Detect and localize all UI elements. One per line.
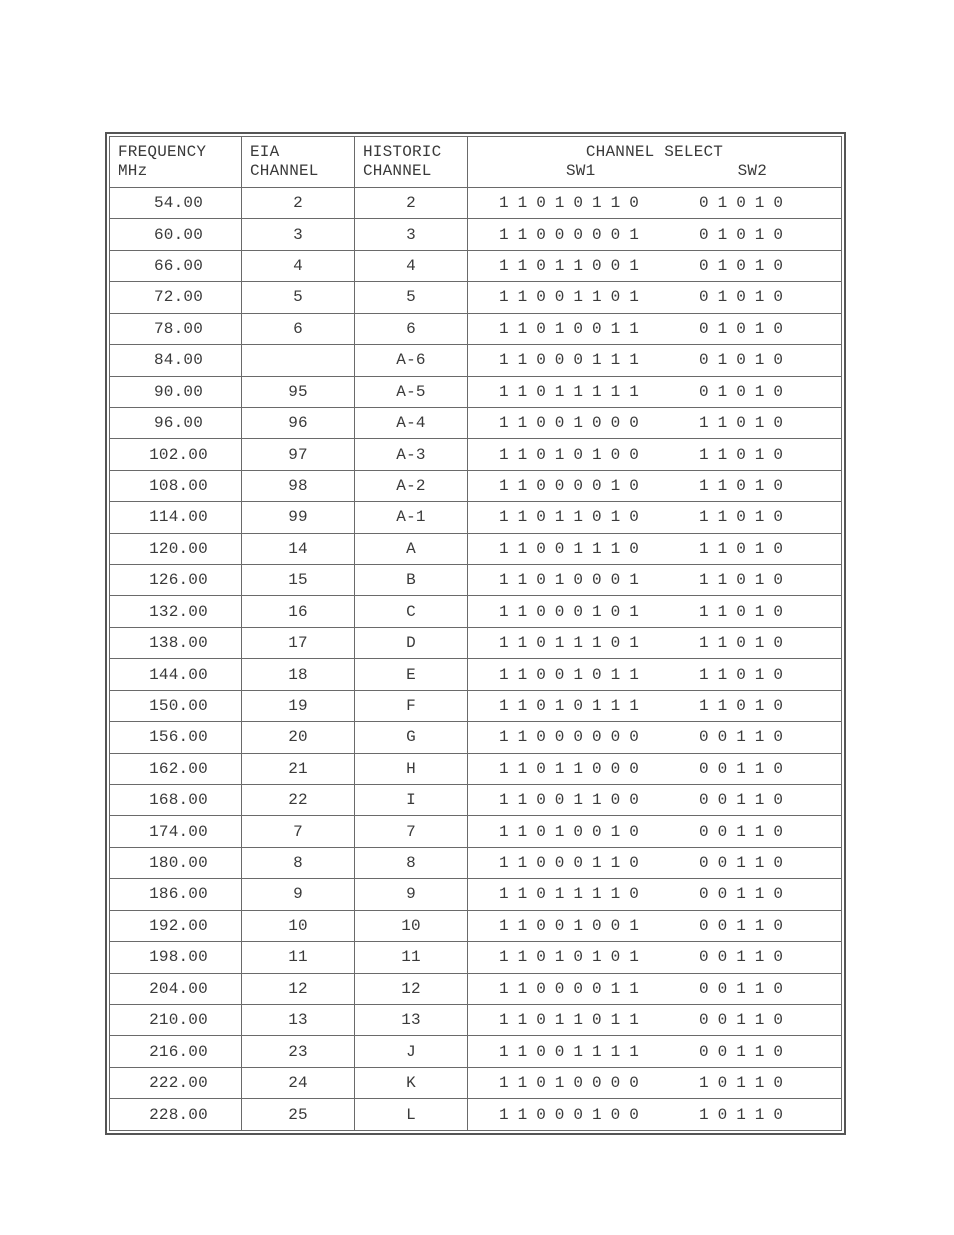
eia-channel-cell: 24	[242, 1067, 355, 1098]
table-row	[110, 1036, 842, 1067]
frequency-cell: 222.00	[110, 1067, 242, 1098]
sw1-code: 1 1 0 1 1 1 1 0	[499, 885, 640, 904]
eia-channel-cell: 6	[242, 313, 355, 344]
sw1-code: 1 1 0 0 0 0 0 0	[499, 728, 640, 747]
table-row	[110, 407, 842, 438]
frequency-cell: 126.00	[110, 565, 242, 596]
frequency-cell: 108.00	[110, 470, 242, 501]
eia-channel-cell: 7	[242, 816, 355, 847]
table-row	[110, 188, 842, 219]
channel-select-cell	[468, 1036, 842, 1067]
sw2-header: SW2	[737, 162, 767, 180]
table-row	[110, 533, 842, 564]
channel-select-table	[109, 136, 842, 1131]
eia-channel-cell: 20	[242, 722, 355, 753]
channel-select-cell	[468, 816, 842, 847]
table-row	[110, 973, 842, 1004]
eia-channel-cell: 96	[242, 407, 355, 438]
channel-select-cell	[468, 847, 842, 878]
frequency-cell: 186.00	[110, 879, 242, 910]
frequency-cell: 54.00	[110, 188, 242, 219]
sw2-code: 1 1 0 1 0	[699, 477, 784, 495]
sw2-code: 0 0 1 1 0	[699, 948, 784, 967]
sw1-code: 1 1 0 1 0 1 1 1	[499, 696, 640, 715]
eia-channel-cell: 98	[242, 470, 355, 501]
sw2-code: 0 0 1 1 0	[699, 728, 784, 747]
eia-channel-cell: 18	[242, 659, 355, 690]
eia-header-line1: EIA	[250, 143, 280, 161]
eia-channel-cell: 95	[242, 376, 355, 407]
eia-channel-cell: 8	[242, 847, 355, 878]
historic-channel-cell: A-3	[355, 439, 468, 470]
historic-channel-cell: A-1	[355, 502, 468, 533]
eia-channel-cell: 11	[242, 942, 355, 973]
frequency-cell: 216.00	[110, 1036, 242, 1067]
table-row	[110, 627, 842, 658]
sw1-code: 1 1 0 0 1 0 0 1	[499, 916, 640, 935]
frequency-header-line1: FREQUENCY	[118, 143, 207, 161]
frequency-cell: 144.00	[110, 659, 242, 690]
channel-select-cell	[468, 345, 842, 376]
sw1-code: 1 1 0 0 0 1 0 1	[499, 602, 640, 621]
historic-channel-cell: A-4	[355, 407, 468, 438]
table-row	[110, 879, 842, 910]
sw1-code: 1 1 0 0 1 1 0 0	[499, 791, 640, 810]
frequency-cell: 204.00	[110, 973, 242, 1004]
sw1-code: 1 1 0 0 0 1 0 0	[499, 1105, 640, 1124]
historic-channel-cell: 9	[355, 879, 468, 910]
channel-select-cell	[468, 502, 842, 533]
sw2-code: 0 0 1 1 0	[699, 759, 784, 778]
channel-select-cell	[468, 596, 842, 627]
channel-select-cell	[468, 942, 842, 973]
channel-select-cell	[468, 533, 842, 564]
table-row	[110, 470, 842, 501]
frequency-cell: 174.00	[110, 816, 242, 847]
table-row	[110, 722, 842, 753]
historic-channel-cell: 7	[355, 816, 468, 847]
eia-channel-cell: 4	[242, 250, 355, 281]
frequency-cell: 78.00	[110, 313, 242, 344]
frequency-cell: 132.00	[110, 596, 242, 627]
sw1-code: 1 1 0 0 1 0 0 0	[499, 414, 640, 433]
frequency-cell: 228.00	[110, 1099, 242, 1131]
historic-channel-cell: F	[355, 690, 468, 721]
channel-select-cell	[468, 250, 842, 281]
eia-channel-cell: 9	[242, 879, 355, 910]
frequency-cell: 60.00	[110, 219, 242, 250]
sw2-code: 1 1 0 1 0	[699, 539, 784, 558]
channel-select-cell	[468, 973, 842, 1004]
eia-channel-header	[242, 137, 355, 188]
table-row	[110, 753, 842, 784]
sw2-code: 1 0 1 1 0	[699, 1105, 784, 1124]
sw1-code: 1 1 0 1 0 0 1 0	[499, 822, 640, 841]
sw2-code: 0 0 1 1 0	[699, 822, 784, 841]
channel-select-cell	[468, 565, 842, 596]
sw2-code: 0 0 1 1 0	[699, 1042, 784, 1061]
sw1-code: 1 1 0 1 0 1 0 0	[499, 445, 640, 464]
sw2-code: 0 0 1 1 0	[699, 1011, 784, 1030]
channel-table-frame	[105, 132, 846, 1135]
channel-select-cell	[468, 627, 842, 658]
sw2-code: 1 1 0 1 0	[699, 571, 784, 590]
frequency-cell: 72.00	[110, 282, 242, 313]
eia-channel-cell: 5	[242, 282, 355, 313]
eia-channel-cell: 22	[242, 785, 355, 816]
channel-select-cell	[468, 910, 842, 941]
sw2-code: 0 1 0 1 0	[699, 225, 784, 244]
eia-channel-cell: 13	[242, 1004, 355, 1035]
sw2-code: 0 0 1 1 0	[699, 916, 784, 935]
table-row	[110, 250, 842, 281]
sw1-code: 1 1 0 1 0 1 1 0	[499, 194, 640, 213]
sw2-code: 1 0 1 1 0	[699, 1074, 784, 1093]
eia-channel-cell: 2	[242, 188, 355, 219]
sw2-code: 0 0 1 1 0	[699, 979, 784, 998]
sw2-code: 0 0 1 1 0	[699, 885, 784, 904]
sw2-code: 0 1 0 1 0	[699, 194, 784, 213]
channel-select-cell	[468, 313, 842, 344]
historic-channel-cell: 5	[355, 282, 468, 313]
channel-select-cell	[468, 282, 842, 313]
historic-channel-cell: 6	[355, 313, 468, 344]
eia-channel-cell: 16	[242, 596, 355, 627]
sw1-code: 1 1 0 1 0 0 0 1	[499, 571, 640, 590]
table-row	[110, 565, 842, 596]
table-row	[110, 219, 842, 250]
table-row	[110, 1004, 842, 1035]
sw2-code: 1 1 0 1 0	[699, 665, 784, 684]
table-header	[110, 137, 842, 188]
eia-channel-cell: 99	[242, 502, 355, 533]
channel-select-header	[468, 137, 842, 188]
channel-select-cell	[468, 753, 842, 784]
historic-channel-cell: D	[355, 627, 468, 658]
historic-channel-cell: 4	[355, 250, 468, 281]
historic-header-line2: CHANNEL	[363, 162, 432, 180]
channel-select-cell	[468, 785, 842, 816]
channel-select-cell	[468, 1099, 842, 1131]
frequency-cell: 156.00	[110, 722, 242, 753]
eia-channel-cell: 19	[242, 690, 355, 721]
sw2-code: 1 1 0 1 0	[699, 602, 784, 621]
channel-select-cell	[468, 690, 842, 721]
sw1-code: 1 1 0 0 0 1 1 1	[499, 351, 640, 370]
table-row	[110, 847, 842, 878]
sw1-code: 1 1 0 0 0 1 1 0	[499, 854, 640, 873]
eia-channel-cell: 14	[242, 533, 355, 564]
frequency-header	[110, 137, 242, 188]
frequency-cell: 102.00	[110, 439, 242, 470]
historic-channel-cell: I	[355, 785, 468, 816]
channel-select-cell	[468, 470, 842, 501]
table-row	[110, 345, 842, 376]
frequency-cell: 150.00	[110, 690, 242, 721]
table-row	[110, 596, 842, 627]
sw1-code: 1 1 0 0 1 1 0 1	[499, 288, 640, 307]
sw1-code: 1 1 0 1 0 0 1 1	[499, 319, 640, 338]
eia-channel-cell	[242, 345, 355, 376]
frequency-cell: 96.00	[110, 407, 242, 438]
historic-channel-cell: H	[355, 753, 468, 784]
sw1-code: 1 1 0 0 1 1 1 0	[499, 539, 640, 558]
eia-channel-cell: 17	[242, 627, 355, 658]
channel-select-title: CHANNEL SELECT	[585, 143, 724, 161]
eia-header-line2: CHANNEL	[250, 162, 319, 180]
frequency-cell: 66.00	[110, 250, 242, 281]
eia-channel-cell: 10	[242, 910, 355, 941]
historic-channel-cell: 2	[355, 188, 468, 219]
historic-channel-cell: L	[355, 1099, 468, 1131]
table-row	[110, 502, 842, 533]
channel-select-cell	[468, 1067, 842, 1098]
channel-select-cell	[468, 188, 842, 219]
sw1-code: 1 1 0 1 1 0 1 1	[499, 1011, 640, 1030]
channel-select-cell	[468, 219, 842, 250]
historic-channel-header	[355, 137, 468, 188]
channel-select-cell	[468, 439, 842, 470]
frequency-cell: 198.00	[110, 942, 242, 973]
eia-channel-cell: 3	[242, 219, 355, 250]
sw1-code: 1 1 0 0 1 1 1 1	[499, 1042, 640, 1061]
table-row	[110, 439, 842, 470]
sw1-header: SW1	[566, 162, 596, 180]
frequency-cell: 114.00	[110, 502, 242, 533]
eia-channel-cell: 12	[242, 973, 355, 1004]
channel-select-cell	[468, 659, 842, 690]
frequency-cell: 84.00	[110, 345, 242, 376]
table-row	[110, 690, 842, 721]
table-row	[110, 659, 842, 690]
sw2-code: 0 1 0 1 0	[699, 319, 784, 338]
frequency-cell: 210.00	[110, 1004, 242, 1035]
historic-channel-cell: C	[355, 596, 468, 627]
switch-subheaders	[468, 162, 841, 181]
sw1-code: 1 1 0 0 0 0 1 0	[499, 477, 640, 495]
frequency-cell: 192.00	[110, 910, 242, 941]
frequency-header-line2: MHz	[118, 162, 148, 180]
historic-channel-cell: A-2	[355, 470, 468, 501]
header-row	[110, 137, 842, 188]
historic-channel-cell: 10	[355, 910, 468, 941]
table-row	[110, 942, 842, 973]
table-row	[110, 816, 842, 847]
frequency-cell: 138.00	[110, 627, 242, 658]
historic-channel-cell: A-6	[355, 345, 468, 376]
eia-channel-cell: 25	[242, 1099, 355, 1131]
frequency-cell: 120.00	[110, 533, 242, 564]
sw1-code: 1 1 0 1 0 1 0 1	[499, 948, 640, 967]
historic-channel-cell: A	[355, 533, 468, 564]
sw2-code: 1 1 0 1 0	[699, 508, 784, 527]
historic-channel-cell: A-5	[355, 376, 468, 407]
sw1-code: 1 1 0 1 1 1 0 1	[499, 634, 640, 653]
sw1-code: 1 1 0 1 0 0 0 0	[499, 1074, 640, 1093]
sw2-code: 0 1 0 1 0	[699, 288, 784, 307]
historic-channel-cell: 11	[355, 942, 468, 973]
sw2-code: 0 1 0 1 0	[699, 382, 784, 401]
frequency-cell: 168.00	[110, 785, 242, 816]
table-row	[110, 1099, 842, 1131]
sw2-code: 1 1 0 1 0	[699, 445, 784, 464]
table-row	[110, 785, 842, 816]
frequency-cell: 162.00	[110, 753, 242, 784]
sw2-code: 1 1 0 1 0	[699, 414, 784, 433]
sw2-code: 0 0 1 1 0	[699, 791, 784, 810]
sw2-code: 1 1 0 1 0	[699, 634, 784, 653]
eia-channel-cell: 15	[242, 565, 355, 596]
table-row	[110, 313, 842, 344]
sw2-code: 0 0 1 1 0	[699, 854, 784, 873]
historic-channel-cell: 3	[355, 219, 468, 250]
table-row	[110, 376, 842, 407]
table-row	[110, 282, 842, 313]
table-row	[110, 1067, 842, 1098]
sw1-code: 1 1 0 0 0 0 0 1	[499, 225, 640, 244]
frequency-cell: 180.00	[110, 847, 242, 878]
historic-channel-cell: E	[355, 659, 468, 690]
sw1-code: 1 1 0 0 1 0 1 1	[499, 665, 640, 684]
sw1-code: 1 1 0 1 1 0 1 0	[499, 508, 640, 527]
channel-select-cell	[468, 879, 842, 910]
historic-channel-cell: 12	[355, 973, 468, 1004]
table-body	[110, 188, 842, 1131]
historic-channel-cell: B	[355, 565, 468, 596]
sw2-code: 0 1 0 1 0	[699, 351, 784, 370]
sw1-code: 1 1 0 1 1 0 0 0	[499, 759, 640, 778]
eia-channel-cell: 21	[242, 753, 355, 784]
frequency-cell: 90.00	[110, 376, 242, 407]
historic-channel-cell: G	[355, 722, 468, 753]
sw2-code: 0 1 0 1 0	[699, 257, 784, 276]
historic-channel-cell: 13	[355, 1004, 468, 1035]
channel-select-cell	[468, 1004, 842, 1035]
sw1-code: 1 1 0 1 1 0 0 1	[499, 257, 640, 276]
historic-channel-cell: J	[355, 1036, 468, 1067]
table-row	[110, 910, 842, 941]
channel-select-cell	[468, 376, 842, 407]
sw1-code: 1 1 0 1 1 1 1 1	[499, 382, 640, 401]
channel-select-cell	[468, 407, 842, 438]
eia-channel-cell: 23	[242, 1036, 355, 1067]
sw2-code: 1 1 0 1 0	[699, 696, 784, 715]
historic-channel-cell: K	[355, 1067, 468, 1098]
eia-channel-cell: 97	[242, 439, 355, 470]
sw1-code: 1 1 0 0 0 0 1 1	[499, 979, 640, 998]
historic-header-line1: HISTORIC	[363, 143, 442, 161]
channel-select-cell	[468, 722, 842, 753]
historic-channel-cell: 8	[355, 847, 468, 878]
